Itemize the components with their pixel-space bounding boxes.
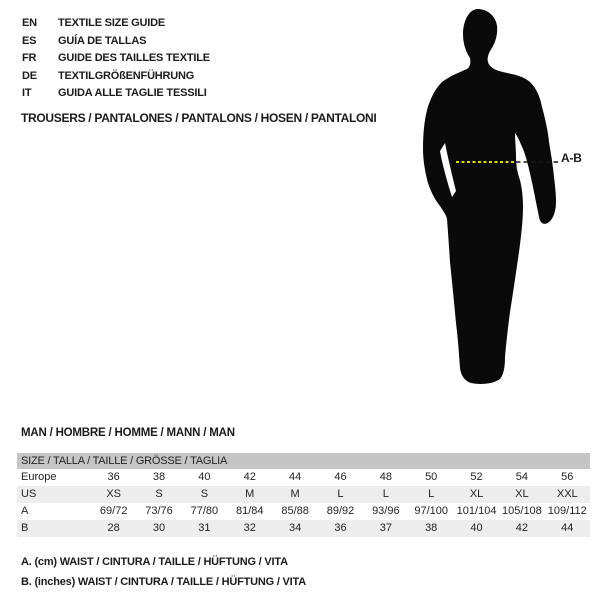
language-code: ES <box>22 34 37 47</box>
size-value: 50 <box>425 471 438 483</box>
size-value: L <box>428 488 435 500</box>
size-value: 101/104 <box>456 505 497 517</box>
measurement-footnotes <box>21 553 306 592</box>
size-value: 97/100 <box>414 505 449 517</box>
row-label: Europe <box>21 471 57 483</box>
language-label: TEXTILE SIZE GUIDE <box>58 17 166 29</box>
size-value: 109/112 <box>547 505 587 517</box>
size-value: L <box>382 488 389 500</box>
size-value: 77/80 <box>190 505 219 517</box>
size-value: XL <box>515 488 529 500</box>
size-value: 42 <box>515 522 529 534</box>
language-label: TEXTILGRÖßENFÜHRUNG <box>58 69 195 82</box>
footnote-a: A. (cm) WAIST / CINTURA / TAILLE / HÜFTUNG / VITA <box>21 556 288 568</box>
size-value: 46 <box>334 471 347 483</box>
size-value: S <box>200 488 209 500</box>
size-value: 38 <box>152 471 166 483</box>
size-value: 81/84 <box>235 505 264 517</box>
language-row-fr <box>22 50 210 68</box>
size-value: 48 <box>379 471 392 483</box>
size-value: 73/76 <box>145 505 173 517</box>
language-code: IT <box>22 87 32 99</box>
size-value: 89/92 <box>326 505 355 517</box>
table-row-europe <box>17 469 590 486</box>
language-row-it <box>22 85 210 103</box>
row-label: B <box>21 522 29 534</box>
size-value: 69/72 <box>99 505 128 517</box>
size-table <box>17 453 590 537</box>
size-value: 30 <box>152 522 166 534</box>
language-label: GUIDA ALLE TAGLIE TESSILI <box>58 87 207 99</box>
language-row-de <box>22 68 210 86</box>
row-label: A <box>21 505 29 517</box>
size-value: 40 <box>198 471 211 483</box>
row-label: US <box>21 488 37 500</box>
footnote-b: B. (inches) WAIST / CINTURA / TAILLE / HÜFTUNG / VITA <box>21 575 306 588</box>
size-value: 85/88 <box>281 505 309 517</box>
size-value: 34 <box>288 522 302 534</box>
size-value: 37 <box>379 522 392 534</box>
size-value: 32 <box>243 522 256 534</box>
language-row-en <box>22 15 210 33</box>
size-value: 44 <box>288 471 302 483</box>
table-row-a-cm <box>17 503 590 520</box>
table-row-us <box>17 486 590 503</box>
size-value: 54 <box>515 471 529 483</box>
size-value: XS <box>106 488 122 500</box>
man-silhouette <box>423 9 556 384</box>
man-silhouette-figure <box>410 5 585 390</box>
gender-section-title: MAN / HOMBRE / HOMME / MANN / MAN <box>21 427 235 439</box>
language-label: GUIDE DES TAILLES TEXTILE <box>58 52 210 64</box>
size-value: 93/96 <box>372 505 400 517</box>
size-value: M <box>245 488 255 500</box>
size-value: XXL <box>556 488 578 500</box>
size-value: 36 <box>107 471 120 483</box>
size-value: 44 <box>561 522 574 534</box>
size-value: 40 <box>470 522 483 534</box>
table-row-b-inches <box>17 520 590 537</box>
size-value: 31 <box>198 522 211 534</box>
language-label: GUÍA DE TALLAS <box>58 34 147 47</box>
size-value: 36 <box>334 522 347 534</box>
size-table-header: SIZE / TALLA / TAILLE / GRÖSSE / TAGLIA <box>17 453 590 469</box>
garment-type-title: TROUSERS / PANTALONES / PANTALONS / HOSEN / PANTALONI <box>21 111 377 125</box>
language-code: FR <box>22 52 37 64</box>
language-code: DE <box>22 69 37 82</box>
size-value: 52 <box>470 471 483 483</box>
language-row-es <box>22 33 210 51</box>
waist-measure-label: A-B <box>561 151 582 165</box>
size-value: 105/108 <box>502 505 542 517</box>
size-value: XL <box>469 488 484 500</box>
size-value: 38 <box>425 522 438 534</box>
size-value: S <box>155 488 163 500</box>
language-title-list <box>22 15 210 103</box>
size-value: L <box>337 488 344 500</box>
language-code: EN <box>22 17 37 29</box>
size-value: 42 <box>243 471 256 483</box>
size-value: 28 <box>107 522 120 534</box>
size-value: M <box>290 488 300 500</box>
size-value: 56 <box>561 471 574 483</box>
